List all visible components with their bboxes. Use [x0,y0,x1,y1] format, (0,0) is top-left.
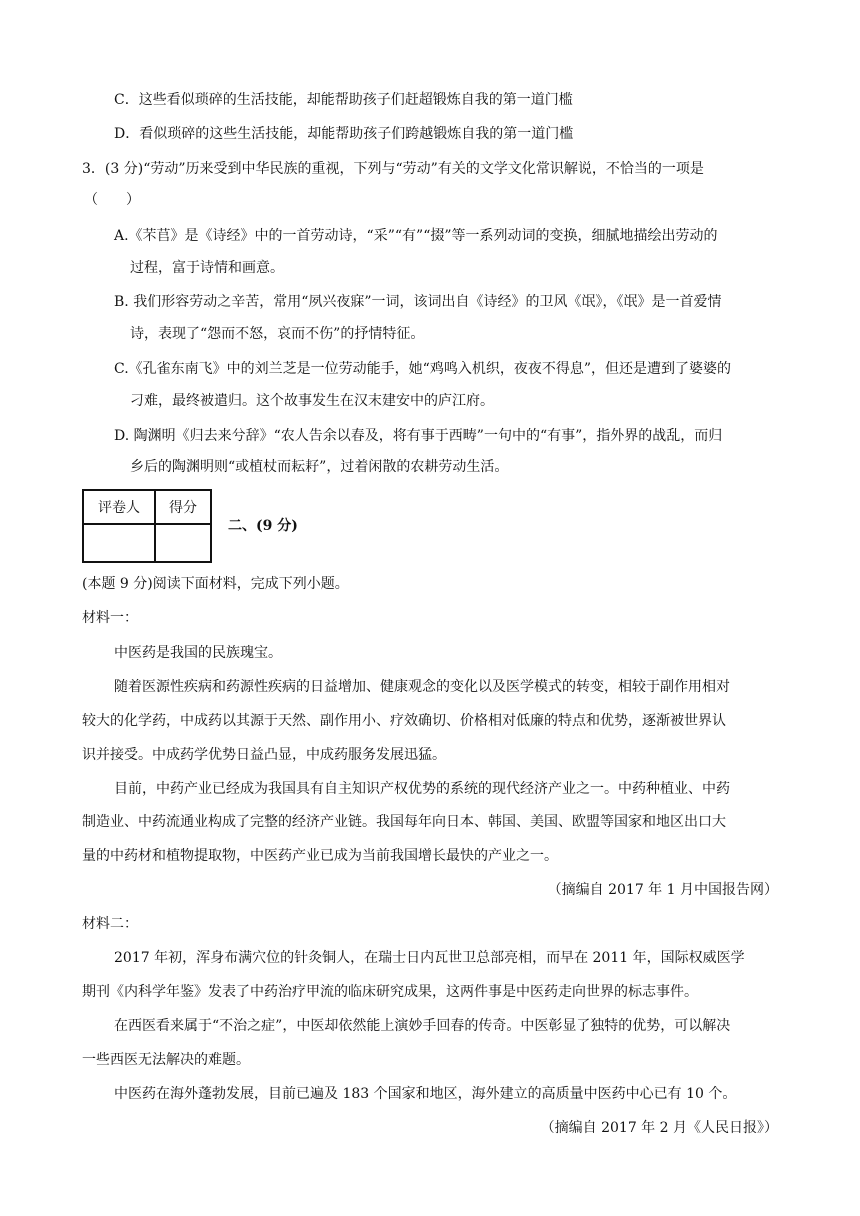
q3-option-a: A.《芣苢》是《诗经》中的一首劳动诗，“采”“有”“掇”等一系列动词的变换，细腻地描绘出劳动的 [114,228,718,244]
q3-option-a-cont: 过程，富于诗情和画意。 [130,260,284,276]
material-1-label: 材料一： [82,610,138,626]
material-2-p3: 中医药在海外蓬勃发展，目前已遍及 183 个国家和地区，海外建立的高质量中医药中心已有 10 个。 [114,1086,737,1102]
score-cell [155,524,211,562]
q3-stem: 3．(3 分)“劳动”历来受到中华民族的重视，下列与“劳动”有关的文学文化常识解说，不恰当的一项是 [82,161,704,177]
score-label: 得分 [155,490,211,524]
material-2-p1-cont: 期刊《内科学年鉴》发表了中药治疗甲流的临床研究成果，这两件事是中医药走向世界的标志事件。 [82,984,698,1000]
q3-option-c-cont: 刁难，最终被遣归。这个故事发生在汉末建安中的庐江府。 [130,393,494,409]
material-1-p3-cont: 制造业、中药流通业构成了完整的经济产业链。我国每年向日本、韩国、美国、欧盟等国家和地区出口大 [82,814,726,830]
material-1-p2-cont: 较大的化学药，中成药以其源于天然、副作用小、疗效确切、价格相对低廉的特点和优势，逐渐被世界认 [82,713,726,729]
material-1-source: （摘编自 2017 年 1 月中国报告网） [547,882,778,898]
q3-option-d-cont: 乡后的陶渊明则“或植杖而耘耔”，过着闲散的农耕劳动生活。 [130,459,509,475]
material-2-p2-cont: 一些西医无法解决的难题。 [82,1052,250,1068]
material-2-p1: 2017 年初，浑身布满穴位的针灸铜人，在瑞士日内瓦世卫总部亮相，而早在 2011 年，国际权威医学 [114,950,745,966]
q3-option-b-cont: 诗，表现了“怨而不怒，哀而不伤”的抒情特征。 [130,326,425,342]
q3-option-c: C.《孔雀东南飞》中的刘兰芝是一位劳动能手，她“鸡鸣入机织，夜夜不得息”，但还是遭到了婆婆的 [114,361,731,377]
q3-option-b: B. 我们形容劳动之辛苦，常用“夙兴夜寐”一词，该词出自《诗经》的卫风《氓》，《氓》是一首爱情 [114,294,722,310]
material-1-p3-cont: 量的中药材和植物提取物，中医药产业已成为当前我国增长最快的产业之一。 [82,848,558,864]
q3-option-d: D. 陶渊明《归去来兮辞》“农人告余以春及，将有事于西畴”一句中的“有事”，指外界的战乱，而归 [114,428,723,444]
section-2-title: 二、(9 分) [228,518,298,534]
material-2-label: 材料二： [82,916,138,932]
q2-option-c: C．这些看似琐碎的生活技能，却能帮助孩子们赶超锻炼自我的第一道门槛 [114,92,573,108]
material-2-source: （摘编自 2017 年 2 月《人民日报》） [540,1120,778,1136]
score-box [82,489,212,563]
grader-cell [83,524,155,562]
material-1-p2: 随着医源性疾病和药源性疾病的日益增加、健康观念的变化以及医学模式的转变，相较于副作用相对 [114,679,730,695]
material-1-p1: 中医药是我国的民族瑰宝。 [114,645,282,661]
q3-stem-blank: （ ） [84,192,140,208]
q2-option-d: D．看似琐碎的这些生活技能，却能帮助孩子们跨越锻炼自我的第一道门槛 [114,126,574,142]
material-1-p3: 目前，中药产业已经成为我国具有自主知识产权优势的系统的现代经济产业之一。中药种植业、中药 [114,781,730,797]
material-1-p2-cont: 识并接受。中成药学优势日益凸显，中成药服务发展迅猛。 [82,747,446,763]
section-2-intro: (本题 9 分)阅读下面材料，完成下列小题。 [82,576,349,592]
grader-label: 评卷人 [83,490,155,524]
material-2-p2: 在西医看来属于“不治之症”，中医却依然能上演妙手回春的传奇。中医彰显了独特的优势，可以解决 [114,1018,731,1034]
